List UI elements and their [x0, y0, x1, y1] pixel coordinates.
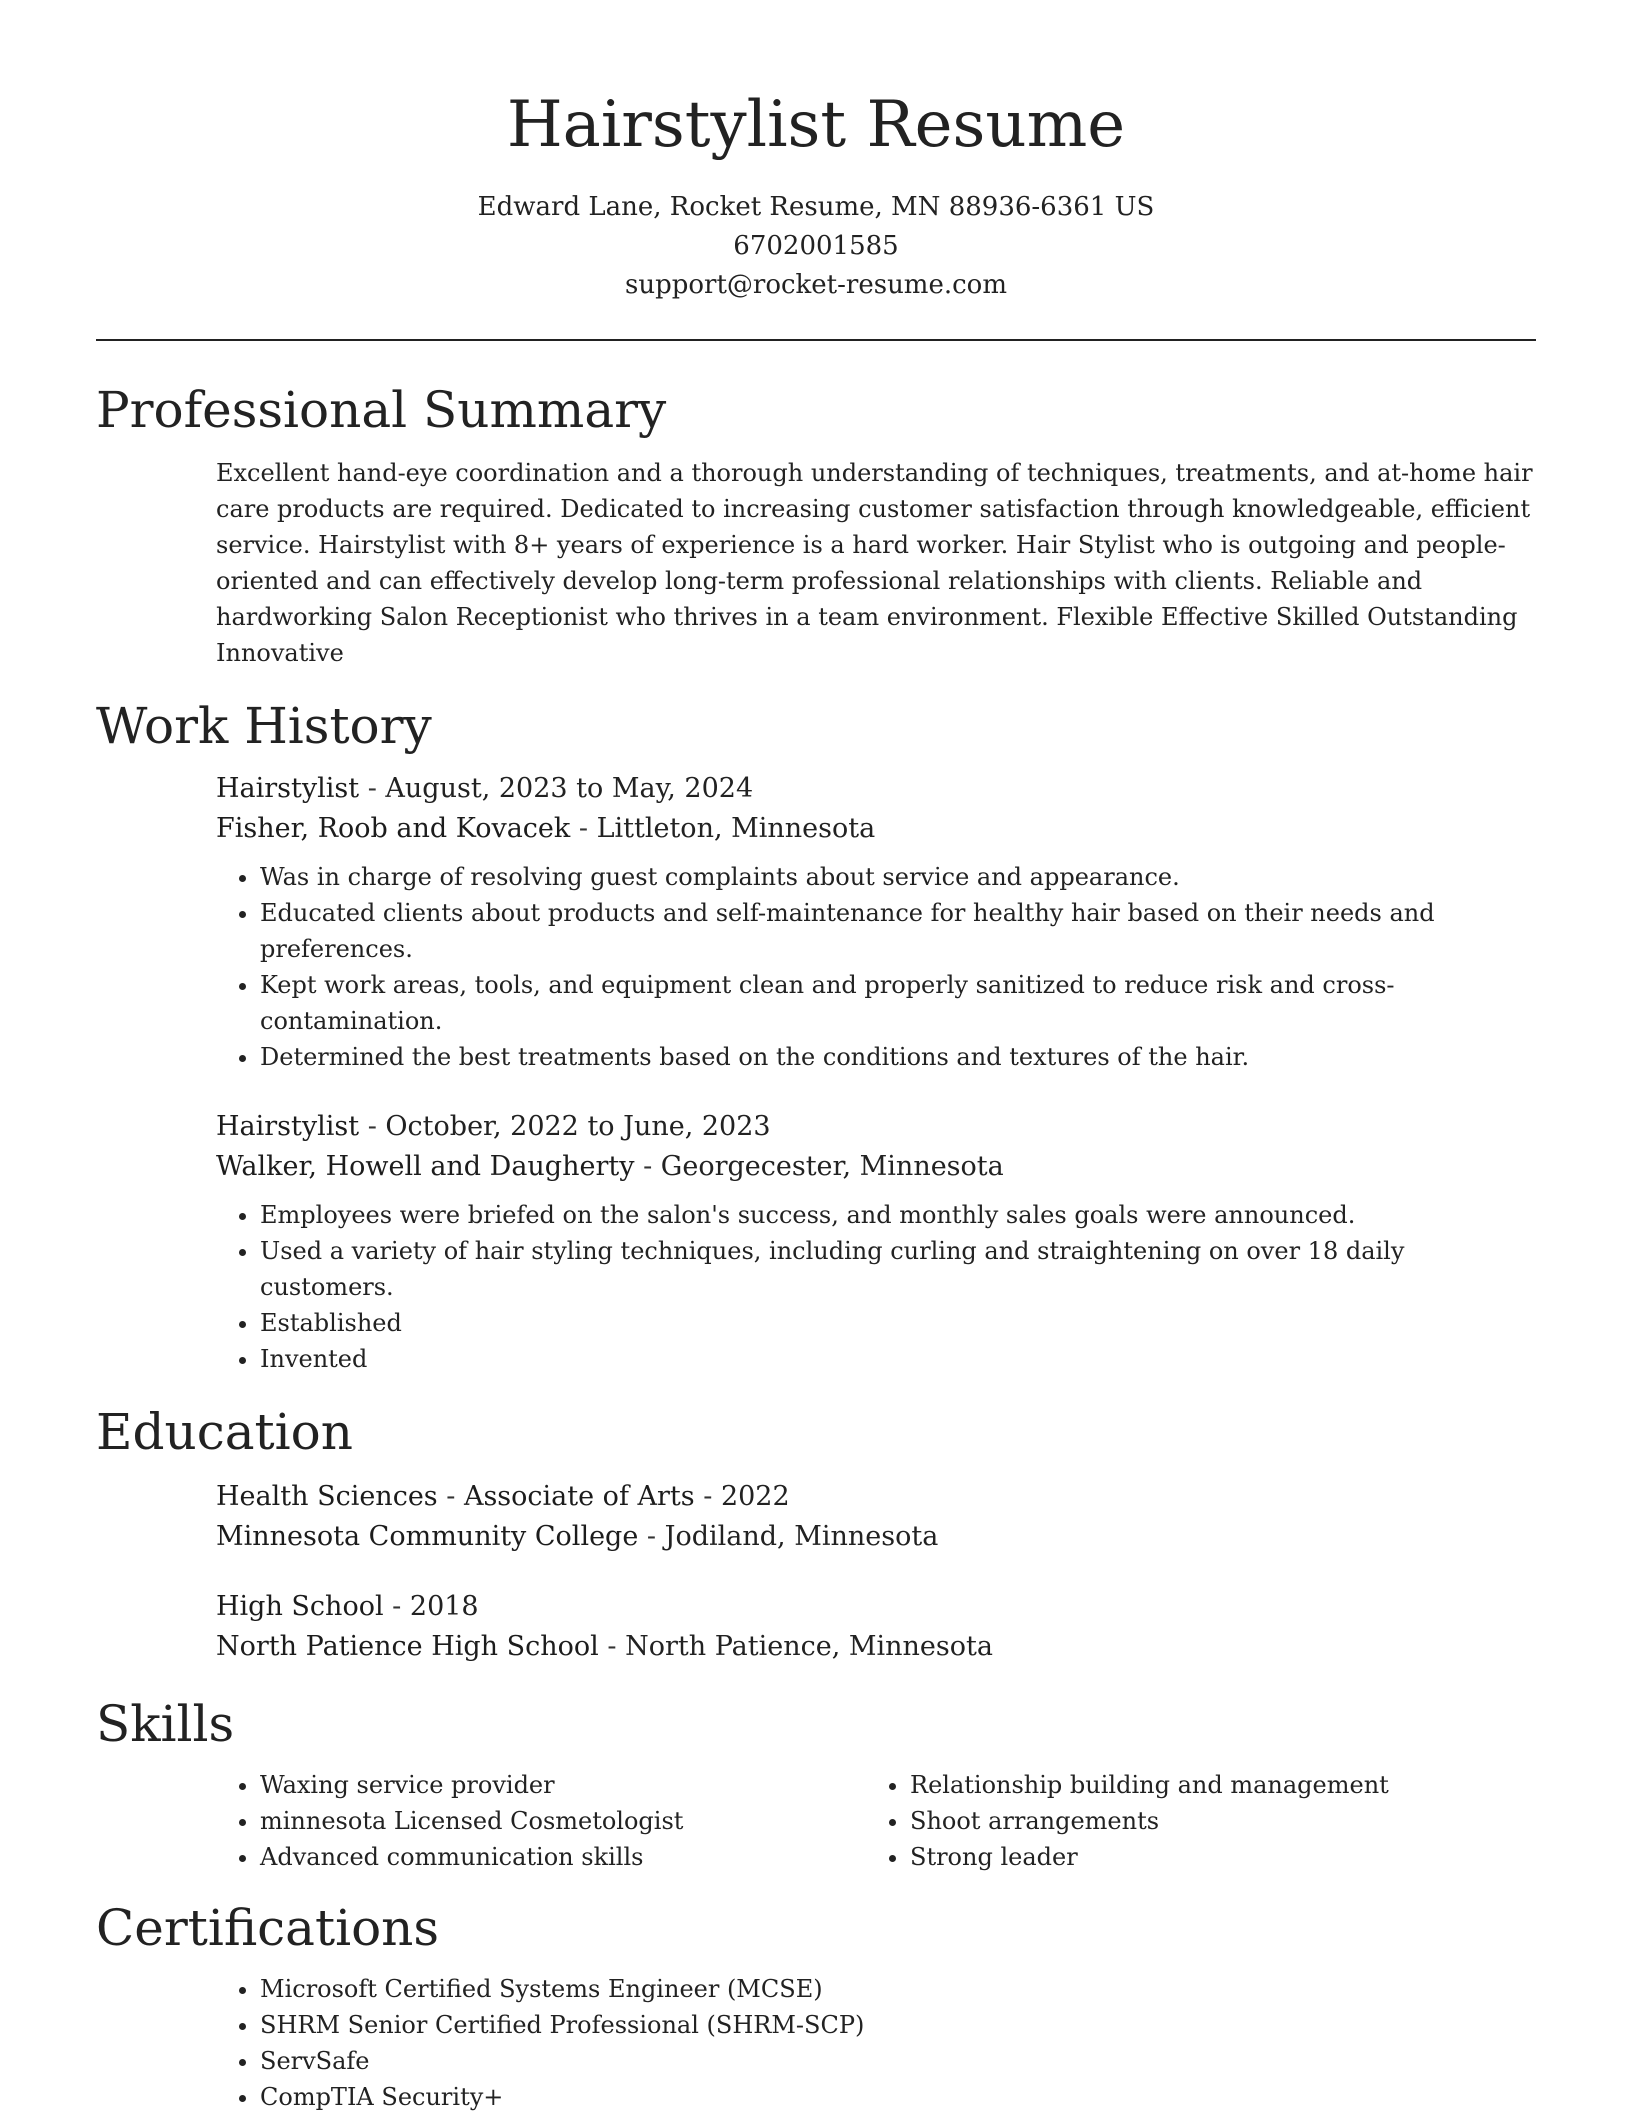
education-school-line [216, 1517, 1536, 1557]
skills-heading: Skills [96, 1695, 235, 1753]
job-location: Georgecester, Minnesota [660, 1151, 1004, 1182]
job-title-line [216, 769, 1536, 809]
skill-item: • Waxing service provider [260, 1767, 866, 1803]
job-dates: August, 2023 to May, 2024 [385, 773, 754, 804]
certifications-list [216, 1971, 1536, 2115]
education-school: Minnesota Community College [216, 1521, 639, 1552]
job-title: Hairstylist [216, 1111, 360, 1142]
summary-heading: Professional Summary [96, 381, 667, 439]
job-separator: - [570, 813, 597, 844]
job-separator: - [359, 1111, 386, 1142]
job-dates: October, 2022 to June, 2023 [385, 1111, 771, 1142]
resume-title: Hairstylist Resume [506, 88, 1126, 162]
education-separator: - [598, 1631, 626, 1662]
job-bullet: • Invented [260, 1341, 1536, 1377]
education-school: North Patience High School [216, 1631, 599, 1662]
resume-page [96, 0, 1536, 2115]
resume-header [96, 0, 1536, 305]
education-entry [216, 1587, 1536, 1667]
skill-item: • Strong leader [910, 1839, 1516, 1875]
job-bullet: • Employees were briefed on the salon's success, and monthly sales goals were announced. [260, 1197, 1536, 1233]
summary-section [96, 379, 1536, 671]
job-entry [216, 769, 1536, 1075]
skills-grid [216, 1767, 1536, 1875]
contact-address: Edward Lane, Rocket Resume, MN 88936-6361 US [477, 192, 1155, 222]
skills-section [96, 1693, 1536, 1875]
skill-item: • Relationship building and management [910, 1767, 1516, 1803]
job-separator: - [634, 1151, 661, 1182]
job-entry [216, 1107, 1536, 1377]
job-company: Walker, Howell and Daugherty [216, 1151, 635, 1182]
certification-item: • Microsoft Certified Systems Engineer (MCSE) [260, 1971, 1536, 2007]
skill-item: • Advanced communication skills [260, 1839, 866, 1875]
job-bullet: • Was in charge of resolving guest complaints about service and appearance. [260, 859, 1536, 895]
skills-list [216, 1767, 866, 1875]
job-company-line [216, 1147, 1536, 1187]
education-school-line [216, 1627, 1536, 1667]
education-separator: - [694, 1481, 721, 1512]
education-location: North Patience, Minnesota [625, 1631, 993, 1662]
job-company-line [216, 809, 1536, 849]
contact-info [96, 188, 1536, 305]
certification-item: • CompTIA Security+ [260, 2079, 1536, 2115]
job-bullet: • Kept work areas, tools, and equipment clean and properly sanitized to reduce risk and cross-contamination. [260, 967, 1536, 1039]
education-degree: High School [216, 1591, 384, 1622]
summary-text: Excellent hand-eye coordination and a thorough understanding of techniques, treatments, and at-home hair care products are required. Dedicated to increasing customer satisfaction through knowledgeable, efficient service. Hairstylist with 8+ years of experience is a hard worker. Hair Stylist who is outgoing and people-oriented and can effectively develop long-term professional relationships with clients. Reliable and hardworking Salon Receptionist who thrives in a team environment. Flexible Effective Skilled Outstanding Innovative [216, 459, 1533, 667]
job-title: Hairstylist [216, 773, 360, 804]
certification-item: • SHRM Senior Certified Professional (SHRM-SCP) [260, 2007, 1536, 2043]
education-section [96, 1401, 1536, 1667]
job-bullets [216, 1197, 1536, 1377]
job-bullet: • Used a variety of hair styling techniques, including curling and straightening on over 18 daily customers. [260, 1233, 1536, 1305]
education-degree-line [216, 1477, 1536, 1517]
education-separator: - [638, 1521, 665, 1552]
education-year: 2022 [720, 1481, 790, 1512]
job-bullet: • Established [260, 1305, 1536, 1341]
certifications-section [96, 1897, 1536, 2115]
education-year: 2018 [409, 1591, 479, 1622]
certification-item: • ServSafe [260, 2043, 1536, 2079]
header-divider [96, 339, 1536, 341]
education-separator: - [437, 1481, 464, 1512]
education-separator: - [383, 1591, 410, 1622]
job-separator: - [359, 773, 386, 804]
skills-column-left [216, 1767, 866, 1875]
job-bullet: • Determined the best treatments based on the conditions and textures of the hair. [260, 1039, 1536, 1075]
education-location: Jodiland, Minnesota [664, 1521, 939, 1552]
education-field: Health Sciences [216, 1481, 438, 1512]
skill-item: • Shoot arrangements [910, 1803, 1516, 1839]
skills-column-right [866, 1767, 1516, 1875]
certifications-heading: Certifications [96, 1899, 440, 1957]
job-location: Littleton, Minnesota [596, 813, 876, 844]
contact-email: support@rocket-resume.com [624, 270, 1007, 300]
education-degree: Associate of Arts [463, 1481, 695, 1512]
education-entry [216, 1477, 1536, 1557]
work-history-heading: Work History [96, 697, 432, 755]
job-company: Fisher, Roob and Kovacek [216, 813, 571, 844]
job-bullet: • Educated clients about products and self-maintenance for healthy hair based on their needs and preferences. [260, 895, 1536, 967]
education-degree-line [216, 1587, 1536, 1627]
skills-list [866, 1767, 1516, 1875]
education-heading: Education [96, 1403, 353, 1461]
contact-phone: 6702001585 [733, 231, 899, 261]
skill-item: • minnesota Licensed Cosmetologist [260, 1803, 866, 1839]
work-history-section [96, 695, 1536, 1377]
job-bullets [216, 859, 1536, 1075]
job-title-line [216, 1107, 1536, 1147]
